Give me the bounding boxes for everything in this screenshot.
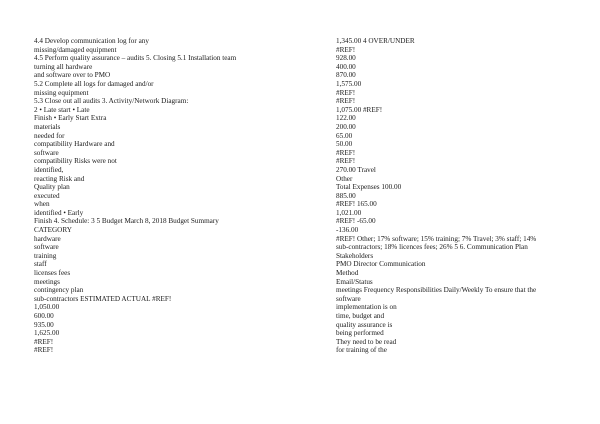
right-text-line: #REF! -65.00 [336,217,376,226]
left-text-line: #REF! [34,337,54,346]
right-text-line: #REF! 165.00 [336,200,377,209]
right-text-line: for training of the [336,346,387,355]
left-text-line: needed for [34,131,65,140]
right-text-line: 885.00 [336,191,356,200]
left-text-line: and software over to PMO [34,71,111,80]
right-text-line: 1,021.00 [336,208,362,217]
left-text-line: 4.5 Perform quality assurance – audits 5. Closing 5.1 Installation team [34,54,237,63]
right-text-line: 870.00 [336,71,356,80]
left-text-line: training [34,251,57,260]
right-text-line: sub-contractors; 18% licences fees; 26% 5 6. Communication Plan [336,243,528,252]
right-text-column [336,37,570,355]
right-text-line: Other [336,174,353,183]
right-text-line: being performed [336,329,384,338]
left-text-line: #REF! [34,346,54,355]
left-text-line: software [34,243,59,252]
left-text-line: compatibility Hardware and [34,140,115,149]
right-text-line: #REF! Other; 17% software; 15% training; 7% Travel; 3% staff; 14% [336,234,537,243]
left-text-line: Quality plan [34,183,70,192]
left-text-line: missing/damaged equipment [34,45,117,54]
right-text-line: 122.00 [336,114,356,123]
right-text-line: 200.00 [336,122,356,131]
left-text-line: 5.2 Complete all logs for damaged and/or [34,79,154,88]
right-text-line: 1,345.00 4 OVER/UNDER [336,37,415,45]
left-text-line: meetings [34,277,60,286]
right-text-line: #REF! [336,45,356,54]
left-text-line: 2 • Late start • Late [34,105,90,114]
left-text-line: CATEGORY [34,226,72,235]
left-text-line: executed [34,191,60,200]
right-text-line: Method [336,269,359,278]
right-text-line: Email/Status [336,277,373,286]
right-text-line: Total Expenses 100.00 [336,183,402,192]
left-text-column [34,37,296,355]
right-text-line: 50.00 [336,140,353,149]
left-text-line: licenses fees [34,269,71,278]
right-text-line: They need to be read [336,337,397,346]
left-text-line: 1,625.00 [34,329,60,338]
right-text-line: software [336,294,361,303]
left-text-line: compatibility Risks were not [34,157,117,166]
right-text-line: 400.00 [336,62,356,71]
right-text-line: #REF! [336,157,356,166]
right-text-line: PMO Director Communication [336,260,426,269]
left-text-line: 4.4 Develop communication log for any [34,37,149,45]
right-text-line: quality assurance is [336,320,393,329]
left-text-line: 600.00 [34,312,54,320]
left-text-line: 935.00 [34,320,54,329]
right-text-line: 1,575.00 [336,79,362,88]
left-text-line: 5.3 Close out all audits 3. Activity/Network Diagram: [34,97,189,106]
left-text-line: 1,050.00 [34,303,60,312]
left-text-line: identified • Early [34,208,84,217]
left-text-line: Finish • Early Start Extra [34,114,107,123]
left-text-line: Finish 4. Schedule: 3 5 Budget March 8, 2018 Budget Summary [34,217,219,226]
left-text-line: contingency plan [34,286,84,295]
left-text-line: reacting Risk and [34,174,85,183]
left-text-line: identified, [34,165,64,174]
right-text-line: #REF! [336,88,356,97]
right-text-line: 1,075.00 #REF! [336,105,383,114]
right-text-line: 928.00 [336,54,356,63]
left-text-line: materials [34,122,61,131]
right-text-line: meetings Frequency Responsibilities Daily/Weekly To ensure that the [336,286,537,295]
right-text-line: #REF! [336,148,356,157]
left-text-line: when [34,200,50,209]
left-text-line: hardware [34,234,61,243]
right-text-line: 65.00 [336,131,353,140]
right-text-line: #REF! [336,97,356,106]
left-text-line: software [34,148,59,157]
right-text-line: -136.00 [336,226,359,235]
right-text-line: 270.00 Travel [336,165,376,174]
left-text-line: sub-contractors ESTIMATED ACTUAL #REF! [34,294,172,303]
right-text-line: implementation is on [336,303,397,312]
right-text-line: Stakeholders [336,251,374,260]
left-text-line: turning all hardware [34,62,93,71]
left-text-line: staff [34,260,47,269]
right-text-line: time, budget and [336,312,385,320]
left-text-line: missing equipment [34,88,89,97]
